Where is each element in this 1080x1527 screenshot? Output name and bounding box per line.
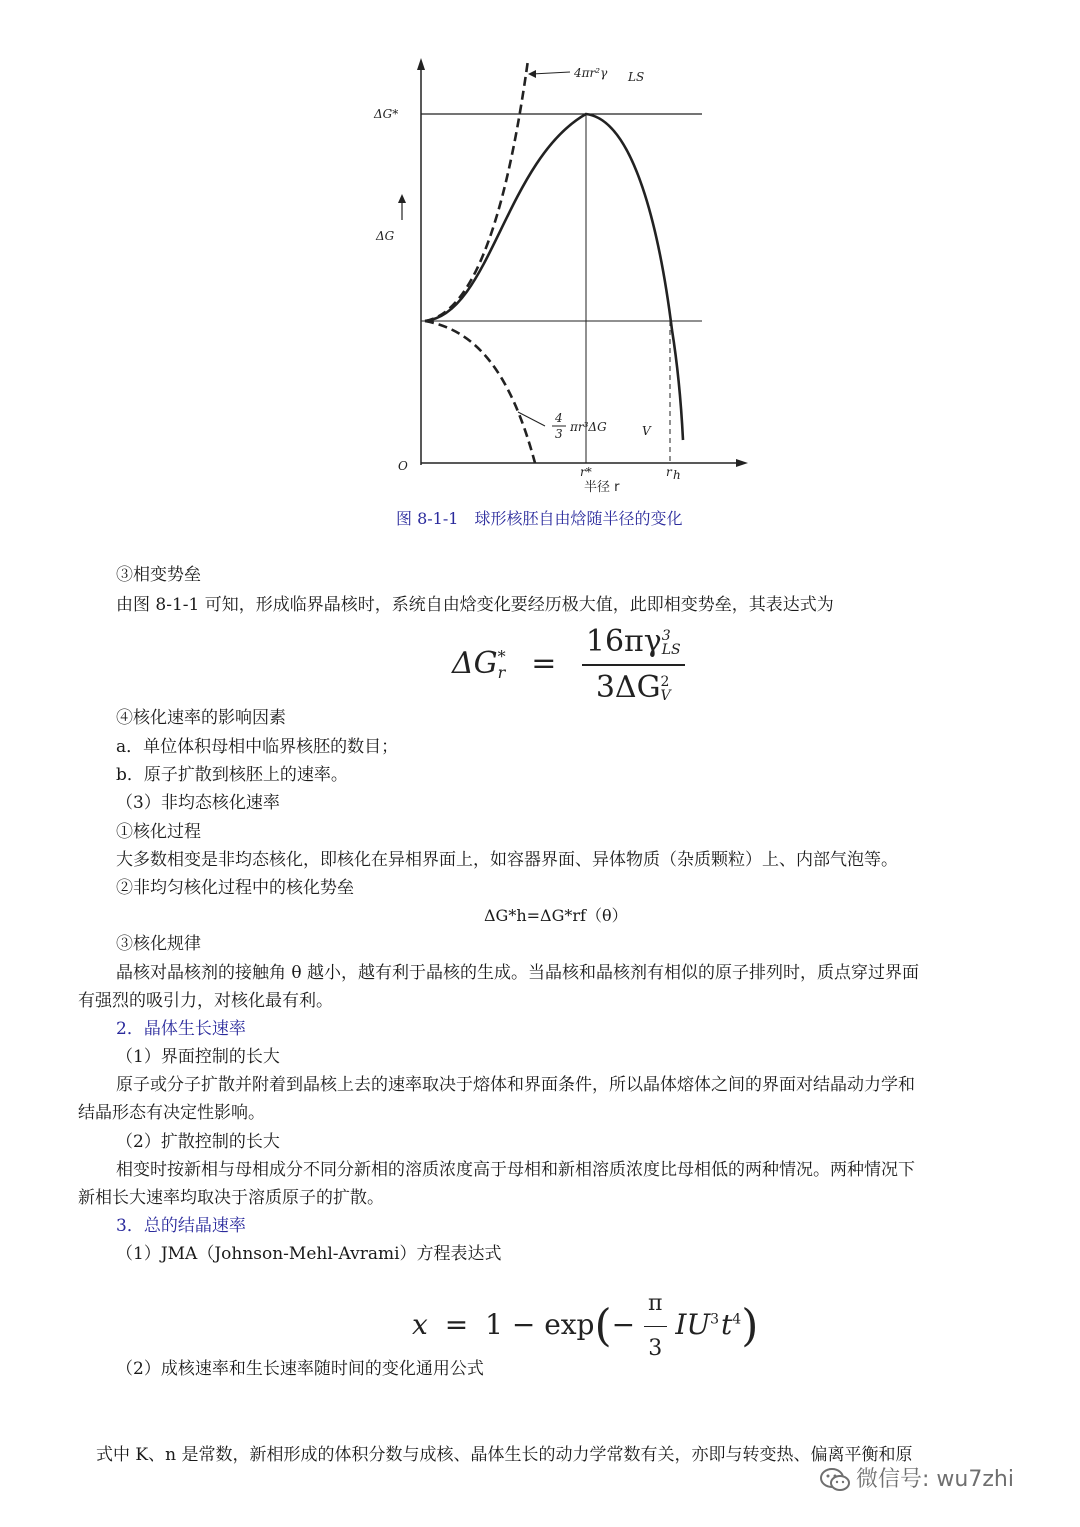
label-r-h-sub: h bbox=[673, 468, 681, 482]
eq1-fraction bbox=[582, 622, 685, 708]
label-delta-g: ΔG bbox=[376, 229, 395, 243]
figure-caption: 图 8-1-1 球形核胚自由焓随半径的变化 bbox=[396, 509, 683, 528]
subheading-general-formula: （2）成核速率和生长速率随时间的变化通用公式 bbox=[116, 1359, 484, 1379]
eq3-fraction bbox=[644, 1284, 666, 1369]
paragraph-nucleation-law-2: 有强烈的吸引力，对核化最有利。 bbox=[78, 991, 333, 1011]
label-delta-g-max: ΔG* bbox=[374, 107, 399, 121]
subheading-diffusion-controlled: （2）扩散控制的长大 bbox=[116, 1132, 280, 1152]
label-volume-num: 4 bbox=[555, 411, 563, 425]
label-r-h: r bbox=[666, 465, 672, 479]
total-free-energy-curve bbox=[425, 114, 683, 440]
eq3-exp: exp bbox=[544, 1308, 595, 1341]
label-volume-term: πr³ΔG bbox=[570, 420, 607, 434]
subheading-nucleation-process: ①核化过程 bbox=[116, 822, 201, 842]
paragraph-diffusion-controlled-1: 相变时按新相与母相成分不同分新相的溶质浓度高于母相和新相溶质浓度比母相低的两种情况。两种情况下 bbox=[116, 1160, 915, 1180]
eq1-lhs-sub: r bbox=[497, 663, 506, 682]
subheading-interface-controlled: （1）界面控制的长大 bbox=[116, 1047, 280, 1067]
delta-g-arrow-head bbox=[398, 194, 406, 203]
surface-leader bbox=[532, 72, 570, 74]
equation-heterogeneous-barrier: ΔG*h=ΔG*rf（θ） bbox=[484, 906, 628, 925]
eq3-term-sup: 3 bbox=[710, 1311, 719, 1328]
heading-crystal-growth: 2．晶体生长速率 bbox=[116, 1019, 246, 1039]
eq3-t-sup: 4 bbox=[732, 1311, 742, 1328]
eq1-lhs-sup: * bbox=[497, 647, 506, 666]
list-item-b: b．原子扩散到核胚上的速率。 bbox=[116, 765, 348, 785]
subheading-jma-equation: （1）JMA（Johnson-Mehl-Avrami）方程表达式 bbox=[116, 1244, 502, 1264]
eq3-one: 1 bbox=[485, 1308, 503, 1341]
paragraph-interface-controlled-2: 结晶形态有决定性影响。 bbox=[78, 1103, 265, 1123]
eq3-t: t bbox=[721, 1308, 733, 1341]
heading-heterogeneous-nucleation: （3）非均态核化速率 bbox=[116, 793, 280, 813]
label-surface-term: 4πr²γ bbox=[574, 66, 608, 80]
eq3-left-paren: ( bbox=[594, 1300, 612, 1352]
heading-total-crystallization: 3．总的结晶速率 bbox=[116, 1216, 246, 1236]
label-surface-sub: LS bbox=[628, 70, 645, 84]
eq1-numerator: 16πγ bbox=[585, 624, 662, 659]
label-volume-den: 3 bbox=[555, 427, 563, 441]
watermark-text: 微信号: wu7zhi bbox=[856, 1467, 1014, 1492]
equation-critical-barrier bbox=[452, 622, 685, 708]
surface-energy-curve bbox=[425, 60, 528, 321]
label-origin: O bbox=[398, 459, 408, 473]
heading-nucleation-factors: ④核化速率的影响因素 bbox=[116, 708, 286, 728]
eq1-lhs: ΔG bbox=[452, 646, 498, 681]
heading-phase-barrier: ③相变势垒 bbox=[116, 565, 201, 585]
eq1-equals: = bbox=[531, 646, 557, 681]
subheading-nucleation-barrier: ②非均匀核化过程中的核化势垒 bbox=[116, 878, 354, 898]
eq1-num-sup: 3 bbox=[661, 628, 671, 644]
wechat-watermark bbox=[820, 1462, 1014, 1493]
list-item-a: a．单位体积母相中临界核胚的数目； bbox=[116, 737, 399, 757]
eq3-numerator: π bbox=[644, 1284, 666, 1327]
eq3-right-paren: ) bbox=[741, 1300, 759, 1352]
eq3-lhs: x bbox=[412, 1308, 428, 1341]
eq1-den-sup: 2 bbox=[660, 674, 670, 690]
eq3-term: IU bbox=[675, 1308, 711, 1341]
eq1-denominator: 3ΔG bbox=[595, 670, 661, 705]
x-axis-arrow bbox=[736, 459, 748, 467]
volume-energy-curve bbox=[425, 321, 535, 463]
wechat-icon bbox=[820, 1467, 850, 1493]
paragraph-footer: 式中 K、n 是常数，新相形成的体积分数与成核、晶体生长的动力学常数有关，亦即与转变热、偏离平衡和原 bbox=[96, 1445, 913, 1465]
eq1-den-sub: V bbox=[660, 688, 671, 704]
nucleation-free-energy-figure bbox=[370, 50, 770, 500]
label-r-star: r* bbox=[580, 465, 592, 479]
y-axis-arrow bbox=[417, 58, 425, 70]
paragraph-diffusion-controlled-2: 新相长大速率均取决于溶质原子的扩散。 bbox=[78, 1188, 384, 1208]
paragraph-nucleation-law-1: 晶核对晶核剂的接触角 θ 越小，越有利于晶核的生成。当晶核和晶核剂有相似的原子排列时，质点穿过界面 bbox=[116, 963, 920, 983]
subheading-nucleation-law: ③核化规律 bbox=[116, 934, 201, 954]
eq3-equals: = bbox=[444, 1308, 469, 1341]
paragraph-interface-controlled-1: 原子或分子扩散并附着到晶核上去的速率取决于熔体和界面条件，所以晶体熔体之间的界面对结晶动力学和 bbox=[116, 1075, 915, 1095]
eq3-inner-minus: − bbox=[611, 1308, 636, 1341]
surface-leader-arrow bbox=[528, 70, 536, 78]
eq1-num-sub: LS bbox=[661, 642, 681, 658]
label-volume-sub: V bbox=[642, 424, 651, 438]
eq3-denominator: 3 bbox=[648, 1336, 663, 1361]
label-x-axis: 半径 r bbox=[584, 480, 620, 495]
paragraph-nucleation-process: 大多数相变是非均态核化，即核化在异相界面上，如容器界面、异体物质（杂质颗粒）上、内部气泡等。 bbox=[116, 850, 898, 870]
paragraph-phase-barrier: 由图 8-1-1 可知，形成临界晶核时，系统自由焓变化要经历极大值，此即相变势垒，其表达式为 bbox=[116, 595, 834, 615]
eq3-minus: − bbox=[511, 1308, 536, 1341]
